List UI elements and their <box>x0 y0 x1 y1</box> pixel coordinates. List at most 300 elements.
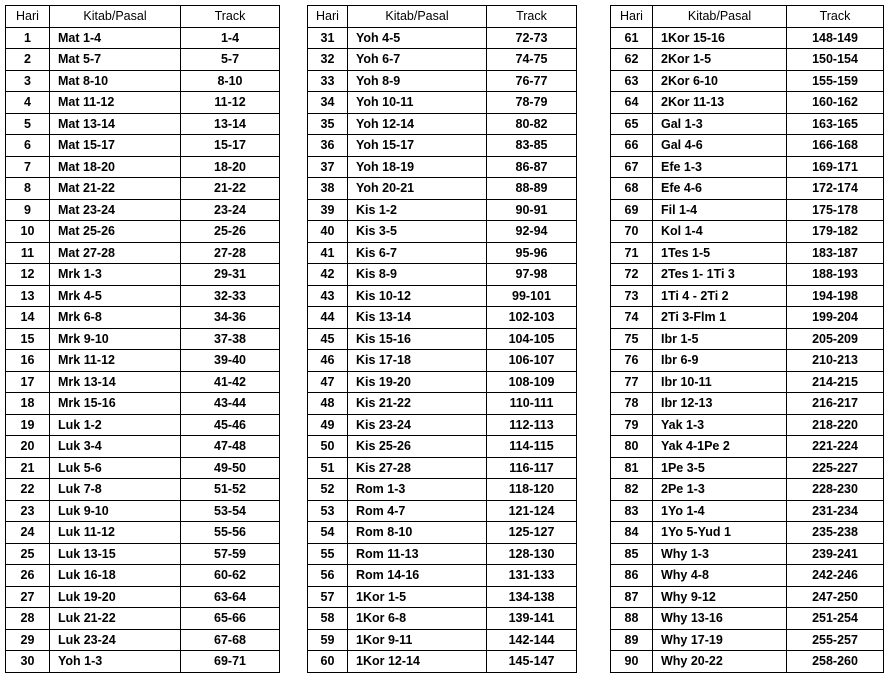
table-row <box>6 522 280 544</box>
table-row <box>611 92 884 114</box>
cell-track: 86-87 <box>487 156 577 178</box>
table-row <box>611 522 884 544</box>
cell-hari: 18 <box>6 393 50 415</box>
cell-hari: 43 <box>308 285 348 307</box>
cell-kitab: Yoh 12-14 <box>348 113 487 135</box>
table-row <box>6 457 280 479</box>
table-row <box>611 264 884 286</box>
cell-hari: 48 <box>308 393 348 415</box>
cell-kitab: Mrk 9-10 <box>50 328 181 350</box>
cell-track: 5-7 <box>181 49 280 71</box>
cell-kitab: Why 17-19 <box>653 629 787 651</box>
table-row <box>308 242 577 264</box>
cell-hari: 70 <box>611 221 653 243</box>
table-row <box>611 586 884 608</box>
cell-kitab: Mat 8-10 <box>50 70 181 92</box>
table-row <box>611 414 884 436</box>
table-row <box>611 629 884 651</box>
cell-hari: 41 <box>308 242 348 264</box>
cell-kitab: 2Kor 11-13 <box>653 92 787 114</box>
cell-track: 169-171 <box>787 156 884 178</box>
cell-kitab: 2Kor 1-5 <box>653 49 787 71</box>
table-row <box>6 651 280 673</box>
table-row <box>6 178 280 200</box>
cell-track: 99-101 <box>487 285 577 307</box>
cell-track: 95-96 <box>487 242 577 264</box>
cell-track: 155-159 <box>787 70 884 92</box>
cell-kitab: Luk 11-12 <box>50 522 181 544</box>
table-row <box>6 436 280 458</box>
cell-hari: 34 <box>308 92 348 114</box>
cell-hari: 83 <box>611 500 653 522</box>
table-row <box>611 543 884 565</box>
cell-track: 65-66 <box>181 608 280 630</box>
cell-kitab: Kis 10-12 <box>348 285 487 307</box>
cell-track: 112-113 <box>487 414 577 436</box>
cell-track: 34-36 <box>181 307 280 329</box>
cell-track: 242-246 <box>787 565 884 587</box>
cell-kitab: Kis 17-18 <box>348 350 487 372</box>
table-row <box>308 199 577 221</box>
cell-track: 106-107 <box>487 350 577 372</box>
cell-hari: 2 <box>6 49 50 71</box>
cell-hari: 19 <box>6 414 50 436</box>
cell-kitab: Kis 23-24 <box>348 414 487 436</box>
cell-hari: 86 <box>611 565 653 587</box>
cell-kitab: Efe 1-3 <box>653 156 787 178</box>
table-row <box>308 27 577 49</box>
table-row <box>308 393 577 415</box>
table-row <box>611 328 884 350</box>
table-row <box>611 49 884 71</box>
cell-track: 78-79 <box>487 92 577 114</box>
cell-kitab: Yoh 18-19 <box>348 156 487 178</box>
cell-hari: 13 <box>6 285 50 307</box>
cell-hari: 64 <box>611 92 653 114</box>
cell-track: 45-46 <box>181 414 280 436</box>
cell-kitab: Rom 8-10 <box>348 522 487 544</box>
cell-track: 114-115 <box>487 436 577 458</box>
table-row <box>308 629 577 651</box>
cell-track: 88-89 <box>487 178 577 200</box>
cell-kitab: Rom 11-13 <box>348 543 487 565</box>
table-row <box>611 156 884 178</box>
cell-kitab: Luk 1-2 <box>50 414 181 436</box>
table-row <box>6 27 280 49</box>
cell-kitab: 1Ti 4 - 2Ti 2 <box>653 285 787 307</box>
table-row <box>308 135 577 157</box>
table-row <box>308 70 577 92</box>
cell-kitab: Why 20-22 <box>653 651 787 673</box>
cell-track: 258-260 <box>787 651 884 673</box>
cell-track: 97-98 <box>487 264 577 286</box>
cell-track: 60-62 <box>181 565 280 587</box>
table-row <box>611 307 884 329</box>
cell-hari: 26 <box>6 565 50 587</box>
cell-kitab: Why 1-3 <box>653 543 787 565</box>
header-row <box>6 6 280 28</box>
cell-track: 67-68 <box>181 629 280 651</box>
cell-kitab: Rom 14-16 <box>348 565 487 587</box>
table-row <box>6 92 280 114</box>
table-row <box>611 457 884 479</box>
table-row <box>611 199 884 221</box>
cell-track: 37-38 <box>181 328 280 350</box>
table-row <box>611 565 884 587</box>
cell-track: 32-33 <box>181 285 280 307</box>
cell-kitab: Luk 19-20 <box>50 586 181 608</box>
cell-track: 8-10 <box>181 70 280 92</box>
cell-kitab: 2Tes 1- 1Ti 3 <box>653 264 787 286</box>
cell-hari: 28 <box>6 608 50 630</box>
cell-hari: 40 <box>308 221 348 243</box>
cell-kitab: 1Tes 1-5 <box>653 242 787 264</box>
cell-track: 148-149 <box>787 27 884 49</box>
cell-hari: 44 <box>308 307 348 329</box>
cell-hari: 10 <box>6 221 50 243</box>
cell-hari: 51 <box>308 457 348 479</box>
table-row <box>611 436 884 458</box>
cell-hari: 54 <box>308 522 348 544</box>
cell-hari: 80 <box>611 436 653 458</box>
cell-kitab: Mat 18-20 <box>50 156 181 178</box>
cell-hari: 24 <box>6 522 50 544</box>
cell-kitab: Luk 3-4 <box>50 436 181 458</box>
cell-hari: 25 <box>6 543 50 565</box>
header-kitab: Kitab/Pasal <box>348 6 487 28</box>
cell-track: 51-52 <box>181 479 280 501</box>
table-row <box>308 586 577 608</box>
cell-hari: 37 <box>308 156 348 178</box>
table-row <box>308 436 577 458</box>
cell-track: 49-50 <box>181 457 280 479</box>
cell-track: 228-230 <box>787 479 884 501</box>
cell-kitab: Kis 27-28 <box>348 457 487 479</box>
cell-hari: 14 <box>6 307 50 329</box>
cell-track: 139-141 <box>487 608 577 630</box>
cell-track: 216-217 <box>787 393 884 415</box>
cell-hari: 17 <box>6 371 50 393</box>
cell-kitab: Kis 3-5 <box>348 221 487 243</box>
table-row <box>308 457 577 479</box>
table-row <box>611 651 884 673</box>
cell-track: 116-117 <box>487 457 577 479</box>
cell-track: 142-144 <box>487 629 577 651</box>
cell-hari: 87 <box>611 586 653 608</box>
cell-track: 76-77 <box>487 70 577 92</box>
cell-kitab: Mrk 15-16 <box>50 393 181 415</box>
cell-track: 183-187 <box>787 242 884 264</box>
cell-track: 15-17 <box>181 135 280 157</box>
cell-track: 166-168 <box>787 135 884 157</box>
cell-hari: 30 <box>6 651 50 673</box>
table-row <box>611 371 884 393</box>
cell-hari: 74 <box>611 307 653 329</box>
cell-kitab: Yoh 8-9 <box>348 70 487 92</box>
cell-track: 218-220 <box>787 414 884 436</box>
cell-hari: 69 <box>611 199 653 221</box>
cell-kitab: Kis 8-9 <box>348 264 487 286</box>
cell-kitab: Mat 25-26 <box>50 221 181 243</box>
cell-hari: 58 <box>308 608 348 630</box>
cell-hari: 21 <box>6 457 50 479</box>
cell-track: 55-56 <box>181 522 280 544</box>
cell-kitab: Kis 25-26 <box>348 436 487 458</box>
cell-track: 39-40 <box>181 350 280 372</box>
cell-track: 102-103 <box>487 307 577 329</box>
cell-hari: 55 <box>308 543 348 565</box>
cell-hari: 50 <box>308 436 348 458</box>
cell-track: 11-12 <box>181 92 280 114</box>
cell-kitab: Yoh 10-11 <box>348 92 487 114</box>
table-row <box>308 350 577 372</box>
table-row <box>308 113 577 135</box>
cell-hari: 61 <box>611 27 653 49</box>
cell-hari: 36 <box>308 135 348 157</box>
cell-hari: 46 <box>308 350 348 372</box>
cell-kitab: Kis 6-7 <box>348 242 487 264</box>
cell-track: 221-224 <box>787 436 884 458</box>
table-row <box>6 113 280 135</box>
cell-track: 225-227 <box>787 457 884 479</box>
table-row <box>6 156 280 178</box>
cell-hari: 85 <box>611 543 653 565</box>
cell-kitab: Mrk 1-3 <box>50 264 181 286</box>
cell-kitab: Why 9-12 <box>653 586 787 608</box>
cell-track: 23-24 <box>181 199 280 221</box>
cell-track: 205-209 <box>787 328 884 350</box>
cell-track: 69-71 <box>181 651 280 673</box>
table-row <box>308 479 577 501</box>
cell-hari: 23 <box>6 500 50 522</box>
cell-track: 231-234 <box>787 500 884 522</box>
table-row <box>6 371 280 393</box>
schedule-table-3 <box>610 5 884 673</box>
table-row <box>611 393 884 415</box>
table-row <box>6 414 280 436</box>
cell-track: 118-120 <box>487 479 577 501</box>
header-kitab: Kitab/Pasal <box>50 6 181 28</box>
cell-hari: 89 <box>611 629 653 651</box>
cell-track: 251-254 <box>787 608 884 630</box>
cell-track: 150-154 <box>787 49 884 71</box>
table-row <box>308 522 577 544</box>
cell-track: 18-20 <box>181 156 280 178</box>
cell-kitab: Kis 19-20 <box>348 371 487 393</box>
cell-hari: 22 <box>6 479 50 501</box>
cell-track: 80-82 <box>487 113 577 135</box>
table-row <box>6 393 280 415</box>
cell-kitab: Rom 4-7 <box>348 500 487 522</box>
table-row <box>6 221 280 243</box>
table-row <box>611 70 884 92</box>
cell-track: 72-73 <box>487 27 577 49</box>
cell-kitab: Gal 4-6 <box>653 135 787 157</box>
cell-kitab: 2Kor 6-10 <box>653 70 787 92</box>
table-row <box>308 285 577 307</box>
cell-hari: 27 <box>6 586 50 608</box>
cell-hari: 84 <box>611 522 653 544</box>
cell-hari: 49 <box>308 414 348 436</box>
table-row <box>6 264 280 286</box>
cell-hari: 72 <box>611 264 653 286</box>
cell-hari: 5 <box>6 113 50 135</box>
cell-track: 163-165 <box>787 113 884 135</box>
header-track: Track <box>787 6 884 28</box>
cell-hari: 62 <box>611 49 653 71</box>
cell-track: 199-204 <box>787 307 884 329</box>
header-hari: Hari <box>6 6 50 28</box>
cell-track: 41-42 <box>181 371 280 393</box>
cell-hari: 39 <box>308 199 348 221</box>
header-row <box>308 6 577 28</box>
cell-kitab: Kis 1-2 <box>348 199 487 221</box>
cell-kitab: Mat 13-14 <box>50 113 181 135</box>
cell-hari: 73 <box>611 285 653 307</box>
cell-kitab: Fil 1-4 <box>653 199 787 221</box>
table-row <box>6 49 280 71</box>
table-row <box>308 651 577 673</box>
cell-kitab: Ibr 1-5 <box>653 328 787 350</box>
cell-hari: 63 <box>611 70 653 92</box>
table-row <box>611 242 884 264</box>
table-row <box>308 156 577 178</box>
table-row <box>6 500 280 522</box>
cell-track: 131-133 <box>487 565 577 587</box>
cell-hari: 12 <box>6 264 50 286</box>
cell-track: 128-130 <box>487 543 577 565</box>
cell-hari: 35 <box>308 113 348 135</box>
table-row <box>308 414 577 436</box>
cell-kitab: Ibr 6-9 <box>653 350 787 372</box>
cell-kitab: Why 4-8 <box>653 565 787 587</box>
cell-track: 21-22 <box>181 178 280 200</box>
cell-kitab: Yak 1-3 <box>653 414 787 436</box>
cell-kitab: 1Kor 1-5 <box>348 586 487 608</box>
cell-kitab: Yoh 15-17 <box>348 135 487 157</box>
table-row <box>611 113 884 135</box>
cell-hari: 16 <box>6 350 50 372</box>
cell-kitab: Mrk 6-8 <box>50 307 181 329</box>
cell-track: 175-178 <box>787 199 884 221</box>
header-row <box>611 6 884 28</box>
header-hari: Hari <box>611 6 653 28</box>
cell-hari: 52 <box>308 479 348 501</box>
table-row <box>308 49 577 71</box>
cell-track: 47-48 <box>181 436 280 458</box>
cell-hari: 78 <box>611 393 653 415</box>
cell-track: 83-85 <box>487 135 577 157</box>
cell-kitab: Why 13-16 <box>653 608 787 630</box>
cell-hari: 8 <box>6 178 50 200</box>
table-row <box>611 27 884 49</box>
cell-kitab: Mat 11-12 <box>50 92 181 114</box>
cell-kitab: 1Kor 9-11 <box>348 629 487 651</box>
cell-kitab: Mat 21-22 <box>50 178 181 200</box>
table-row <box>6 328 280 350</box>
cell-hari: 81 <box>611 457 653 479</box>
cell-track: 125-127 <box>487 522 577 544</box>
cell-hari: 6 <box>6 135 50 157</box>
table-row <box>611 500 884 522</box>
cell-track: 92-94 <box>487 221 577 243</box>
header-track: Track <box>181 6 280 28</box>
cell-hari: 3 <box>6 70 50 92</box>
table-row <box>308 221 577 243</box>
cell-track: 121-124 <box>487 500 577 522</box>
table-row <box>6 307 280 329</box>
cell-hari: 67 <box>611 156 653 178</box>
cell-hari: 1 <box>6 27 50 49</box>
cell-track: 104-105 <box>487 328 577 350</box>
cell-track: 172-174 <box>787 178 884 200</box>
table-row <box>6 479 280 501</box>
cell-hari: 57 <box>308 586 348 608</box>
table-row <box>308 178 577 200</box>
cell-track: 134-138 <box>487 586 577 608</box>
cell-kitab: Yoh 1-3 <box>50 651 181 673</box>
cell-hari: 29 <box>6 629 50 651</box>
cell-track: 160-162 <box>787 92 884 114</box>
header-hari: Hari <box>308 6 348 28</box>
cell-kitab: Yak 4-1Pe 2 <box>653 436 787 458</box>
cell-track: 63-64 <box>181 586 280 608</box>
cell-kitab: Ibr 12-13 <box>653 393 787 415</box>
cell-track: 188-193 <box>787 264 884 286</box>
cell-kitab: Rom 1-3 <box>348 479 487 501</box>
cell-hari: 66 <box>611 135 653 157</box>
cell-kitab: 1Kor 6-8 <box>348 608 487 630</box>
cell-track: 108-109 <box>487 371 577 393</box>
cell-track: 255-257 <box>787 629 884 651</box>
header-kitab: Kitab/Pasal <box>653 6 787 28</box>
table-row <box>611 221 884 243</box>
cell-kitab: Luk 7-8 <box>50 479 181 501</box>
cell-kitab: 2Ti 3-Flm 1 <box>653 307 787 329</box>
cell-kitab: Mrk 13-14 <box>50 371 181 393</box>
cell-kitab: 2Pe 1-3 <box>653 479 787 501</box>
cell-kitab: 1Kor 12-14 <box>348 651 487 673</box>
cell-hari: 71 <box>611 242 653 264</box>
table-row <box>308 307 577 329</box>
table-row <box>308 371 577 393</box>
cell-hari: 33 <box>308 70 348 92</box>
cell-track: 210-213 <box>787 350 884 372</box>
cell-kitab: Kis 13-14 <box>348 307 487 329</box>
cell-track: 247-250 <box>787 586 884 608</box>
table-row <box>308 92 577 114</box>
cell-hari: 79 <box>611 414 653 436</box>
cell-hari: 47 <box>308 371 348 393</box>
cell-hari: 42 <box>308 264 348 286</box>
header-track: Track <box>487 6 577 28</box>
cell-kitab: 1Pe 3-5 <box>653 457 787 479</box>
table-row <box>308 500 577 522</box>
cell-kitab: Kol 1-4 <box>653 221 787 243</box>
cell-kitab: Yoh 6-7 <box>348 49 487 71</box>
cell-kitab: Mat 27-28 <box>50 242 181 264</box>
table-row <box>308 608 577 630</box>
cell-hari: 38 <box>308 178 348 200</box>
cell-kitab: Efe 4-6 <box>653 178 787 200</box>
table-row <box>308 328 577 350</box>
cell-kitab: Kis 15-16 <box>348 328 487 350</box>
cell-track: 214-215 <box>787 371 884 393</box>
table-row <box>6 608 280 630</box>
table-row <box>6 285 280 307</box>
cell-hari: 31 <box>308 27 348 49</box>
table-row <box>6 543 280 565</box>
